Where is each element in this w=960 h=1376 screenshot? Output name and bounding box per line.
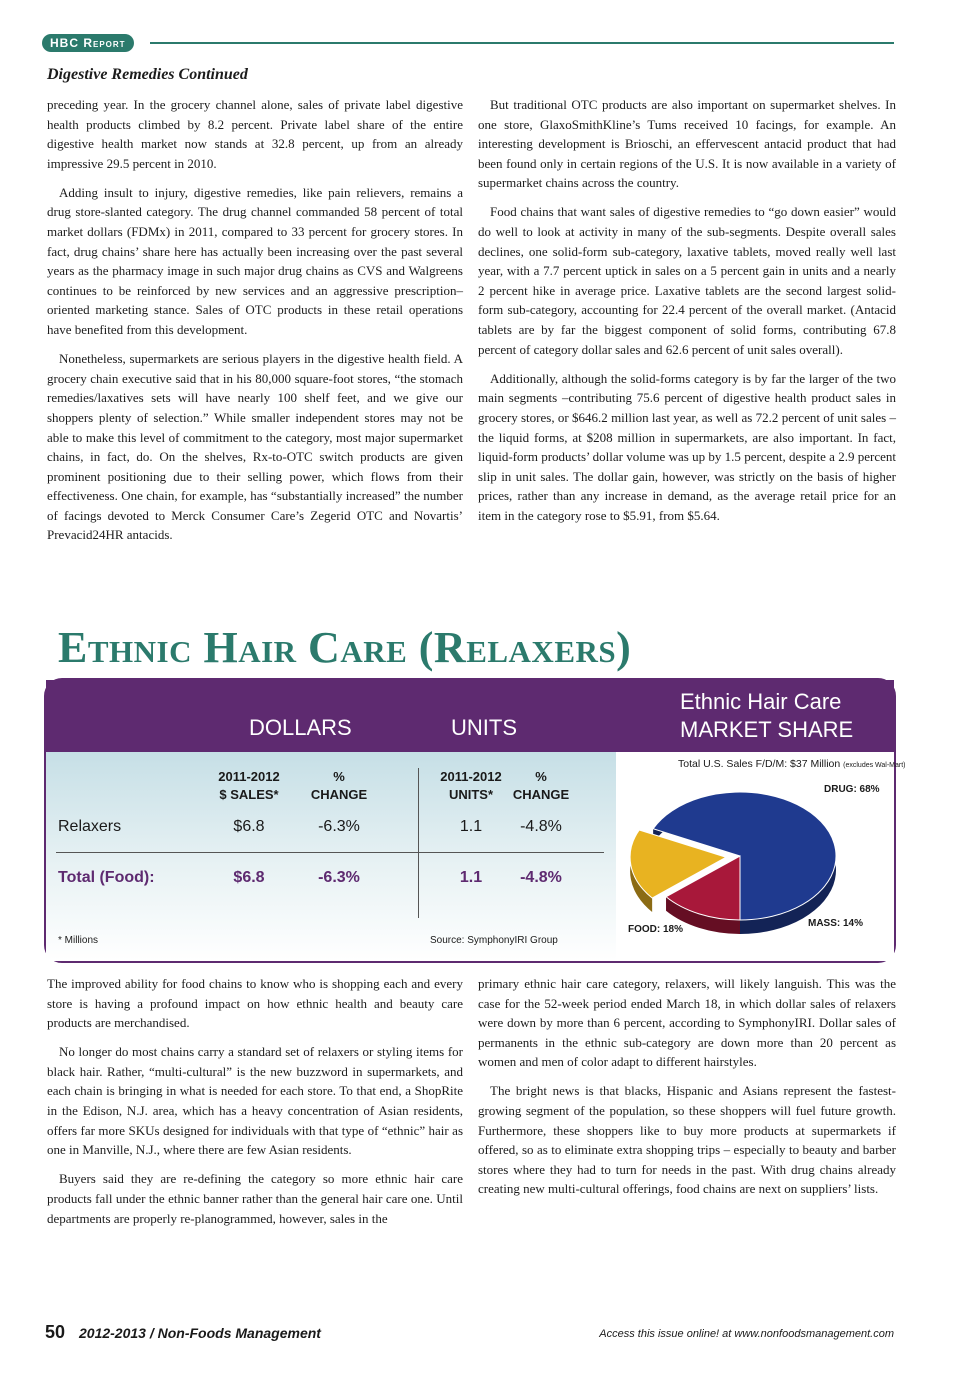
cell-sales-change: -6.3% <box>318 869 360 886</box>
col-header-line: CHANGE <box>512 787 570 802</box>
market-share-pie <box>616 752 906 961</box>
band-share-line1: Ethnic Hair Care <box>680 689 842 714</box>
row-label: Relaxers <box>58 818 122 835</box>
header-rule <box>150 42 894 44</box>
paragraph: Food chains that want sales of digestive remedies to “go down easier” would do well to look at activity in many of the sub-segments. Despite overall sales declines, one solid-form sub-category, laxative tablets, moved really well last year, with a 7.7 percent uptick in sales on a 5 percent gain in units and a nearly 2 percent hike in average price. Laxative tablets are the second largest solid-form sub-category, accounting for 22.4 percent of the overall market. (Antacid tablets are by far the biggest component of solid forms, contributing 67.8 percent of category dollar sales and 62.6 percent of unit sales overall). <box>478 204 896 357</box>
paragraph: Nonetheless, supermarkets are serious players in the digestive health field. A grocery chain executive said that in his 80,000 square-foot stores, “the stomach remedies/laxatives sets will have nearly 100 shelf feet, and we give our shoppers plenty of selection.” While smaller independent stores may not be able to make this level of commitment to the category, most major supermarket chains, in fact, do. On the shelves, Rx-to-OTC switch products are given prominent positioning due to their selling power, which flows from their effectiveness. One chain, for example, has “substantially increased” the number of facings devoted to Merck Consumer Care’s Zegerid OTC and Novartis’ Prevacid24HR antacids. <box>47 351 463 543</box>
col-header-line: % <box>333 769 345 784</box>
paragraph: But traditional OTC products are also important on supermarket shelves. In one store, GlaxoSmithKline’s Tums received 10 facings, for example. An interesting development is Brioschi, an effervescent antacid product that had been found only in certain regions of the U.S. It is now available in a variety of supermarket chains across the country. <box>478 97 896 191</box>
paragraph: Additionally, although the solid-forms category is by far the larger of the two main segments –contributing 75.6 percent of digestive health product sales in grocery stores, or $646.2 million last year, as well as 72.2 percent of unit sales – the liquid forms, at $208 million in supermarkets, are also important. In fact, liquid-form products’ dollar volume was up by 1.5 percent, despite a 2.9 percent slip in unit sales. The dollar gain, however, was strictly on the basis of higher prices, rather than any increase in demand, as the average retail price for an item in the category rose to $5.91, from $5.64. <box>478 370 896 523</box>
paragraph: No longer do most chains carry a standard set of relaxers or styling items for black hair. Rather, “multi-cultural” is the new buzzword in supermarkets, and each chain is bringing in what is needed for each store. To that end, a ShopRite in the Edison, N.J. area, which has a heavy concentration of Asian residents, offers far more SKUs designed for individuals with that type of “ethnic” hair as one in Manville, N.J., where there are few Asian residents. <box>47 1044 463 1158</box>
row-divider <box>56 852 604 853</box>
paragraph: primary ethnic hair care category, relaxers, will likely languish. This was the case for the 52-week period ended March 18, in which dollar sales of relaxers were down by more than 6 percent, according to SymphonyIRI. Dollar sales of permanents in the ethnic sub-category are down more than 20 percent as women and men of color adapt to different hairstyles. <box>478 976 896 1070</box>
table-footnote: * Millions <box>58 935 99 946</box>
col-header-line: UNITS* <box>448 787 494 802</box>
cell-units-change: -4.8% <box>520 818 562 835</box>
bottom-left-column <box>47 974 463 1238</box>
top-left-column <box>47 95 463 555</box>
sales-table <box>46 752 616 961</box>
column-divider <box>418 768 419 918</box>
cell-units: 1.1 <box>459 869 483 886</box>
pie-title-note: (excludes Wal-Mart) <box>843 762 906 769</box>
online-link-text: Access this issue online! at www.nonfoodsmanagement.com <box>599 1328 894 1340</box>
pie-label-food: FOOD: 18% <box>628 924 684 935</box>
col-header-sales-change <box>299 768 379 804</box>
paragraph: The bright news is that blacks, Hispanic and Asians represent the fastest-growing segment of the population, so these shoppers will fuel future growth. Furthermore, these shoppers like to buy more products at supermarkets if offered, so as to eliminate extra shopping trips – especially to beauty and barber stores where they had to turn for needs in the past. With drug chains already creating new multi-cultural offerings, food chains are next on suppliers’ lists. <box>478 1083 896 1197</box>
band-share-line2: MARKET SHARE <box>680 717 854 742</box>
col-header-line: 2011-2012 <box>218 769 280 784</box>
col-header-line: CHANGE <box>310 787 368 802</box>
cell-sales: $6.8 <box>233 869 265 886</box>
cell-units: 1.1 <box>459 818 483 835</box>
publication-name: 2012-2013 / Non-Foods Management <box>79 1325 321 1341</box>
cell-sales-change: -6.3% <box>318 818 360 835</box>
band-units: UNITS <box>451 715 517 740</box>
band-market-share <box>680 688 853 744</box>
row-label: Total (Food): <box>58 869 155 886</box>
paragraph: Buyers said they are re-defining the category so more ethnic hair care products fall under the ethnic banner rather than the general hair care one. Until departments are properly re-planogrammed, however, sales in the <box>47 1171 463 1226</box>
market-table-box <box>44 678 906 963</box>
table-source: Source: SymphonyIRI Group <box>430 935 558 946</box>
paragraph: The improved ability for food chains to know who is shopping each and every store is having a profound impact on how ethnic health and beauty care products are merchandised. <box>47 976 463 1031</box>
top-right-column <box>478 95 896 535</box>
feature-title: Ethnic Hair Care (Relaxers) <box>58 623 632 672</box>
section-heading: Digestive Remedies Continued <box>47 66 248 83</box>
pie-title-text: Total U.S. Sales F/D/M: $37 Million <box>678 758 841 770</box>
table-header-band <box>46 680 894 752</box>
col-header-units-change <box>501 768 581 804</box>
cell-units-change: -4.8% <box>520 869 562 886</box>
col-header-line: $ SALES* <box>219 787 279 802</box>
paragraph: Adding insult to injury, digestive remedies, like pain relievers, remains a drug store-slanted category. The drug channel commanded 58 percent of total market dollars (FDMx) in 2011, compared to 33 percent for grocery stores. In fact, drug chains’ share here has actually been increasing over the past several years as the pharmacy image in such major drug chains as CVS and Walgreens continues to be reinforced by new services and an aggressive prescription–oriented marketing stance. Sales of OTC products in these retail operations have benefited from this development. <box>47 184 463 338</box>
paragraph: preceding year. In the grocery channel alone, sales of private label digestive health products climbed by 8.2 percent. Private label share of the entire digestive health market now stands at 32.8 percent, up from an already impressive 29.5 percent in 2010. <box>47 97 463 171</box>
cell-sales: $6.8 <box>233 818 265 835</box>
page-number: 50 <box>45 1322 66 1342</box>
col-header-line: 2011-2012 <box>440 769 502 784</box>
col-header-sales <box>201 768 297 804</box>
bottom-right-column <box>478 974 896 1209</box>
band-dollars: DOLLARS <box>249 715 352 740</box>
pie-label-mass: MASS: 14% <box>808 918 864 929</box>
pie-label-drug: DRUG: 68% <box>824 784 880 795</box>
col-header-line: % <box>535 769 547 784</box>
report-tab: HBC Report <box>42 34 134 52</box>
